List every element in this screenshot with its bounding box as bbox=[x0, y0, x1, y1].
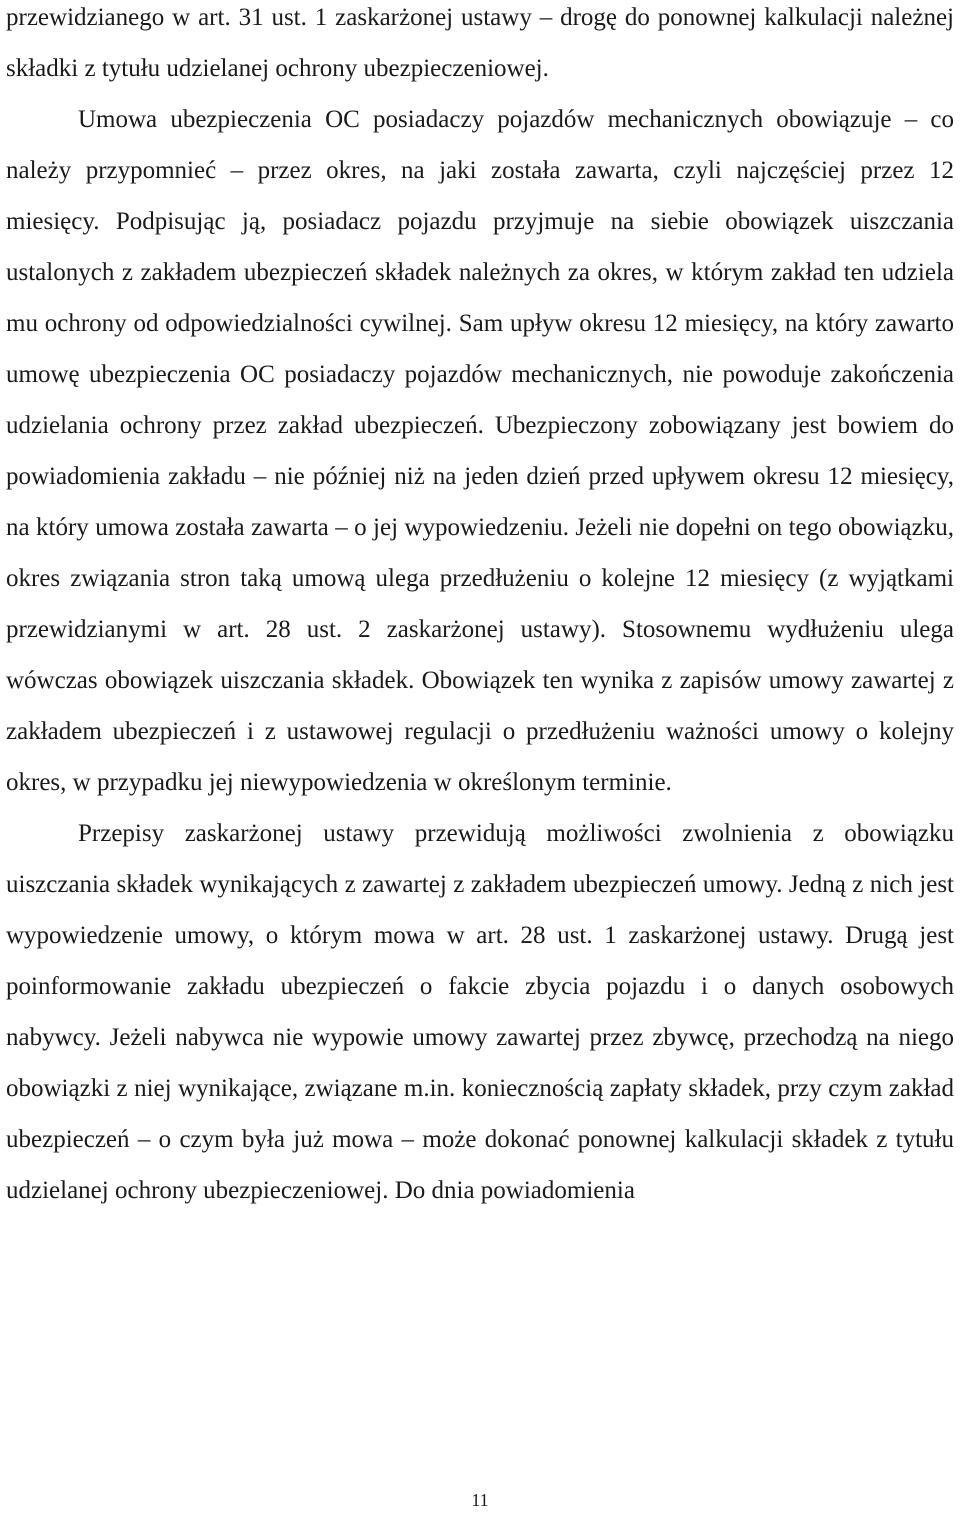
paragraph-continuation: przewidzianego w art. 31 ust. 1 zaskarżonej ustawy – drogę do ponownej kalkulacji należnej składki z tytułu udzielanej ochrony ubezpieczeniowej. bbox=[6, 4, 954, 82]
paragraph-exemptions: Przepisy zaskarżonej ustawy przewidują możliwości zwolnienia z obowiązku uiszczania składek wynikających z zawartej z zakładem ubezpieczeń umowy. Jedną z nich jest wypowiedzenie umowy, o którym mowa w art. 28 ust. 1 zaskarżonej ustawy. Drugą jest poinformowanie zakładu ubezpieczeń o fakcie zbycia pojazdu i o danych osobowych nabywcy. Jeżeli nabywca nie wypowie umowy zawartej przez zbywcę, przechodzą na niego obowiązki z niej wynikające, związane m.in. koniecznością zapłaty składek, przy czym zakład ubezpieczeń – o czym była już mowa – może dokonać ponownej kalkulacji składek z tytułu udzielanej ochrony ubezpieczeniowej. Do dnia powiadomienia bbox=[6, 820, 954, 1204]
body-text bbox=[6, 0, 954, 1216]
page-number: 11 bbox=[471, 1490, 489, 1510]
paragraph-oc-contract: Umowa ubezpieczenia OC posiadaczy pojazdów mechanicznych obowiązuje – co należy przypomnieć – przez okres, na jaki została zawarta, czyli najczęściej przez 12 miesięcy. Podpisując ją, posiadacz pojazdu przyjmuje na siebie obowiązek uiszczania ustalonych z zakładem ubezpieczeń składek należnych za okres, w którym zakład ten udziela mu ochrony od odpowiedzialności cywilnej. Sam upływ okresu 12 miesięcy, na który zawarto umowę ubezpieczenia OC posiadaczy pojazdów mechanicznych, nie powoduje zakończenia udzielania ochrony przez zakład ubezpieczeń. Ubezpieczony zobowiązany jest bowiem do powiadomienia zakładu – nie później niż na jeden dzień przed upływem okresu 12 miesięcy, na który umowa została zawarta – o jej wypowiedzeniu. Jeżeli nie dopełni on tego obowiązku, okres związania stron taką umową ulega przedłużeniu o kolejne 12 miesięcy (z wyjątkami przewidzianymi w art. 28 ust. 2 zaskarżonej ustawy). Stosownemu wydłużeniu ulega wówczas obowiązek uiszczania składek. Obowiązek ten wynika z zapisów umowy zawartej z zakładem ubezpieczeń i z ustawowej regulacji o przedłużeniu ważności umowy o kolejny okres, w przypadku jej niewypowiedzenia w określonym terminie. bbox=[6, 106, 954, 796]
